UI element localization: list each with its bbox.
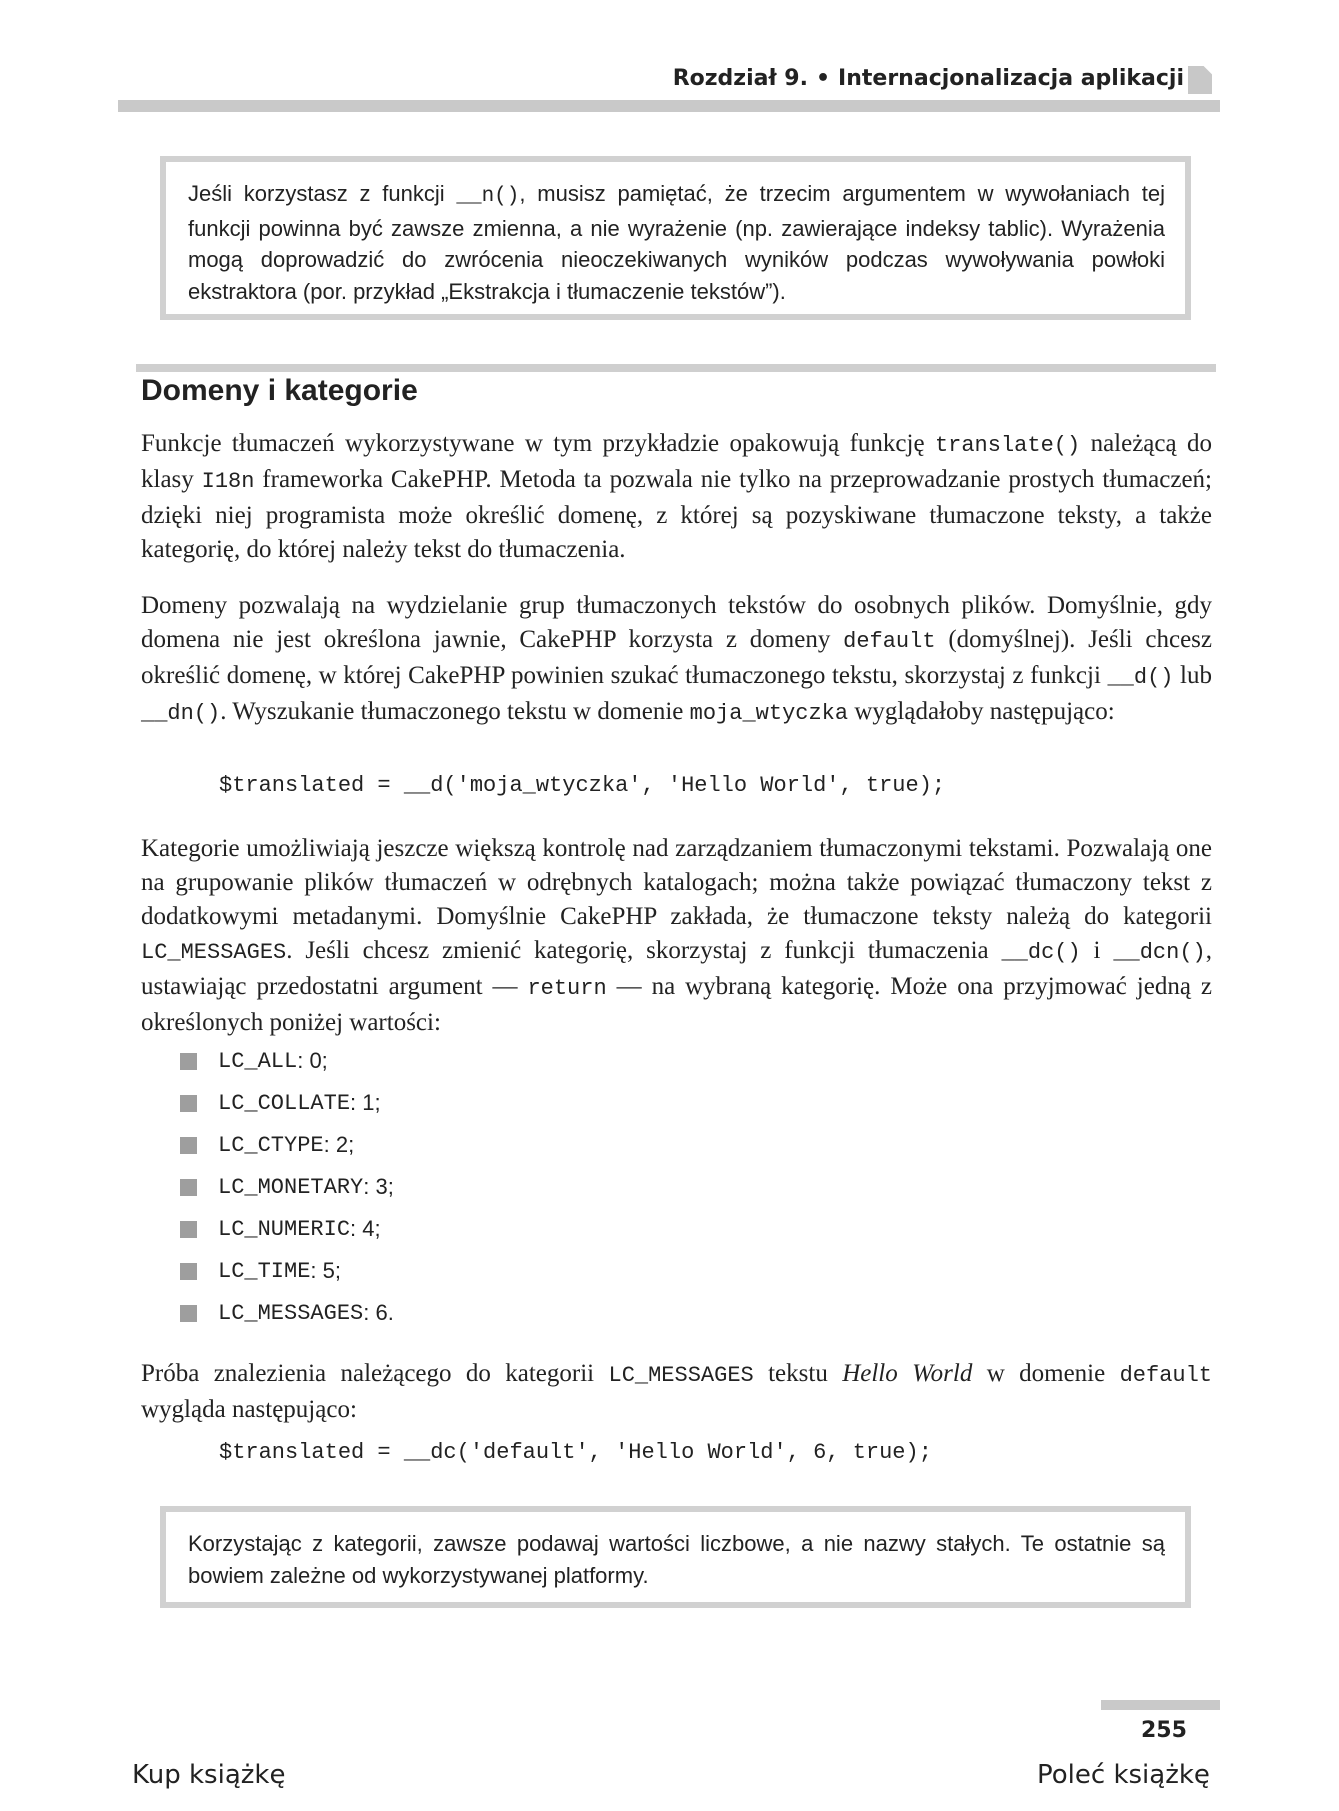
- inline-code: I18n: [201, 469, 255, 494]
- square-bullet-icon: [180, 1179, 197, 1196]
- italic-text: Hello World: [842, 1360, 973, 1387]
- note-text: Jeśli korzystasz z funkcji: [188, 181, 457, 206]
- category-value: : 6.: [363, 1300, 394, 1325]
- list-item: [180, 1082, 394, 1124]
- category-name: LC_CTYPE: [218, 1132, 324, 1158]
- section-rule: [136, 364, 1216, 372]
- buy-book-link[interactable]: Kup książkę: [132, 1760, 286, 1790]
- paragraph-text: Funkcje tłumaczeń wykorzystywane w tym przykładzie opakowują funkcję: [141, 430, 935, 457]
- paragraph-text: (domyślnej). Jeśli chcesz określić domenę, w której CakePHP powinien szukać tłumaczonego tekstu, skorzystaj z funkcji: [141, 626, 1213, 689]
- category-name: LC_ALL: [218, 1048, 298, 1074]
- note-box-categories: Korzystając z kategorii, zawsze podawaj wartości liczbowe, a nie nazwy stałych. Te ostatnie są bowiem zależne od wykorzystywanej platformy.: [160, 1506, 1191, 1608]
- paragraph-text: Domeny pozwalają na wydzielanie grup tłumaczonych tekstów do osobnych plików. Domyślnie, gdy domena nie jest określona jawnie, CakePHP korzysta z domeny: [141, 592, 1212, 653]
- footer-rule: [1101, 1700, 1220, 1710]
- paragraph-text: lub: [1173, 662, 1212, 689]
- square-bullet-icon: [180, 1221, 197, 1238]
- category-value: : 5;: [310, 1258, 341, 1283]
- category-name: LC_TIME: [218, 1258, 311, 1284]
- paragraph-text: należącą do klasy: [141, 430, 1212, 493]
- paragraph-categories: [141, 832, 1212, 1040]
- category-value: : 0;: [297, 1048, 328, 1073]
- category-value: : 1;: [350, 1090, 381, 1115]
- inline-code: return: [527, 976, 607, 1001]
- code-example-category: $translated = __dc('default', 'Hello World', 6, true);: [219, 1440, 932, 1465]
- inline-code: __d(): [1107, 665, 1174, 690]
- category-name: LC_NUMERIC: [218, 1216, 351, 1242]
- chapter-title: Internacjonalizacja aplikacji: [838, 66, 1184, 91]
- paragraph-example: [141, 1357, 1212, 1427]
- header-rule: [118, 100, 1220, 112]
- paragraph-domains: [141, 589, 1212, 731]
- category-name: LC_MONETARY: [218, 1174, 364, 1200]
- inline-code: translate(): [934, 433, 1081, 458]
- category-name: LC_COLLATE: [218, 1090, 351, 1116]
- square-bullet-icon: [180, 1305, 197, 1322]
- paragraph-text: tekstu: [753, 1360, 843, 1387]
- paragraph-text: wyglądałoby następująco:: [848, 698, 1115, 725]
- paragraph-text: Kategorie umożliwiają jeszcze większą kontrolę nad zarządzaniem tłumaczonymi tekstami. Pozwalają one na grupowanie plików tłumaczeń w odrębnych katalogach; można także powiązać tłumaczony tekst z dodatkowymi metadanymi. Domyślnie CakePHP zakłada, że tłumaczone teksty należą do kategorii: [141, 835, 1212, 930]
- paragraph-text: wygląda następująco:: [141, 1396, 357, 1423]
- list-item: [180, 1208, 394, 1250]
- chapter-label: Rozdział 9.: [672, 66, 808, 91]
- paragraph-text: . Wyszukanie tłumaczonego tekstu w domenie: [220, 698, 690, 725]
- note-box-n-function: [160, 156, 1191, 320]
- note-text: , musisz pamiętać, że trzecim argumentem w wywołaniach tej funkcji powinna być zawsze zmienna, a nie wyrażenie (np. zawierające indeksy tablic). Wyrażenia mogą doprowadzić do zwrócenia nieoczekiwanych wyników podczas wywoływania powłoki ekstraktora (por. przykład „Ekstrakcja i tłumaczenie tekstów”).: [188, 181, 1165, 304]
- square-bullet-icon: [180, 1263, 197, 1280]
- inline-code: __n(): [456, 185, 520, 208]
- inline-code: moja_wtyczka: [689, 701, 849, 726]
- category-name: LC_MESSAGES: [218, 1300, 364, 1326]
- inline-code: __dn(): [141, 701, 221, 726]
- section-title: Domeny i kategorie: [141, 374, 418, 407]
- inline-code: default: [843, 629, 936, 654]
- square-bullet-icon: [180, 1095, 197, 1112]
- paragraph-text: . Jeśli chcesz zmienić kategorię, skorzystaj z funkcji tłumaczenia: [286, 937, 1002, 964]
- page-tab-icon: [1188, 66, 1212, 94]
- inline-code: __dc(): [1001, 940, 1081, 965]
- running-header: [673, 66, 1184, 91]
- paragraph-text: , ustawiając przedostatni argument —: [141, 937, 1212, 1000]
- category-value: : 4;: [350, 1216, 381, 1241]
- square-bullet-icon: [180, 1053, 197, 1070]
- inline-code: LC_MESSAGES: [141, 940, 287, 965]
- list-item: [180, 1292, 394, 1334]
- header-bullet: •: [815, 66, 831, 91]
- paragraph-text: Próba znalezienia należącego do kategorii: [141, 1360, 609, 1387]
- paragraph-text: frameworka CakePHP. Metoda ta pozwala nie tylko na przeprowadzanie prostych tłumaczeń; dzięki niej programista może określić domenę, z której są pozyskiwane tłumaczone teksty, a także kategorię, do której należy tekst do tłumaczenia.: [141, 466, 1212, 563]
- inline-code: LC_MESSAGES: [608, 1363, 754, 1388]
- inline-code: default: [1119, 1363, 1213, 1388]
- list-item: [180, 1040, 394, 1082]
- category-list: [180, 1040, 394, 1334]
- page-number: 255: [1141, 1718, 1187, 1743]
- list-item: [180, 1166, 394, 1208]
- paragraph-text: w domenie: [972, 1360, 1120, 1387]
- recommend-book-link[interactable]: Poleć książkę: [1037, 1760, 1210, 1790]
- paragraph-intro: [141, 427, 1212, 567]
- square-bullet-icon: [180, 1137, 197, 1154]
- list-item: [180, 1250, 394, 1292]
- category-value: : 3;: [363, 1174, 394, 1199]
- paragraph-text: — na wybraną kategorię. Może ona przyjmować jedną z określonych poniżej wartości:: [141, 973, 1212, 1036]
- list-item: [180, 1124, 394, 1166]
- inline-code: __dcn(): [1113, 940, 1206, 965]
- paragraph-text: i: [1080, 937, 1114, 964]
- code-example-domain: $translated = __d('moja_wtyczka', 'Hello World', true);: [219, 773, 946, 798]
- category-value: : 2;: [323, 1132, 355, 1157]
